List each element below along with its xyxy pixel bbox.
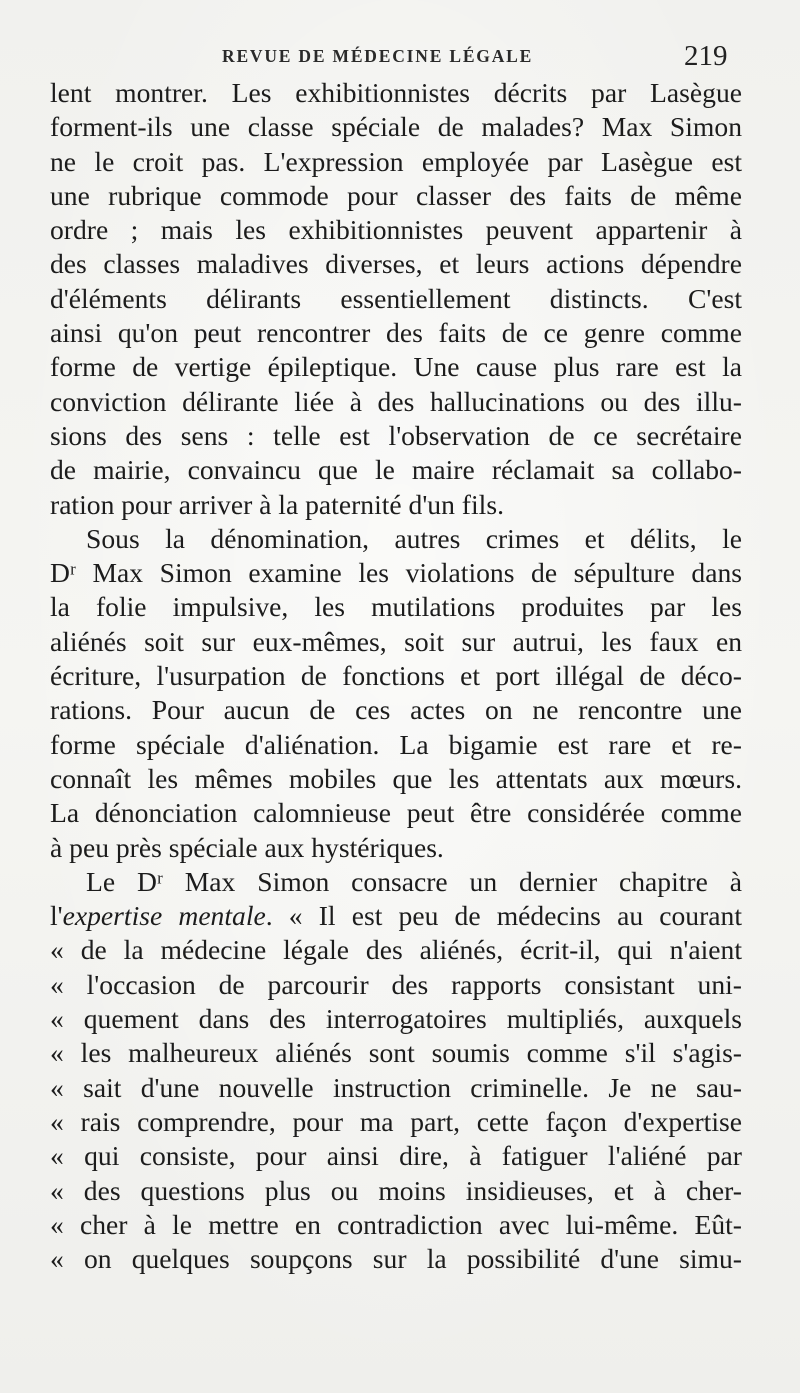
text-line: forme de vertige épileptique. Une cause plus rare est la xyxy=(50,351,742,383)
text-line: Le Dʳ Max Simon consacre un dernier chapitre à xyxy=(86,865,742,897)
text-line: « quement dans des interrogatoires multipliés, auxquels xyxy=(50,1003,742,1035)
running-title: REVUE DE MÉDECINE LÉGALE xyxy=(222,46,534,66)
italic-phrase: expertise mentale xyxy=(62,900,266,932)
text-line: l'expertise mentale. « Il est peu de médecins au courant xyxy=(50,900,742,932)
text-line: des classes maladives diverses, et leurs actions dépendre xyxy=(50,248,742,280)
text-line: « l'occasion de parcourir des rapports consistant uni- xyxy=(50,968,742,1000)
text-line: « les malheureux aliénés sont soumis comme s'il s'agis- xyxy=(50,1037,742,1069)
text-line: ration pour arriver à la paternité d'un fils. xyxy=(50,488,504,520)
page-header xyxy=(0,40,800,74)
text-line: « sait d'une nouvelle instruction criminelle. Je ne sau- xyxy=(50,1071,742,1103)
text-line: ne le croit pas. L'expression employée par Lasègue est xyxy=(50,145,742,177)
body-text xyxy=(50,76,742,1276)
text-line: « rais comprendre, pour ma part, cette façon d'expertise xyxy=(50,1105,742,1137)
text-line: « on quelques soupçons sur la possibilité d'une simu- xyxy=(50,1243,742,1275)
text-line: rations. Pour aucun de ces actes on ne rencontre une xyxy=(50,694,742,726)
text-line: écriture, l'usurpation de fonctions et port illégal de déco- xyxy=(50,660,742,692)
text-line: aliénés soit sur eux-mêmes, soit sur autrui, les faux en xyxy=(50,625,742,657)
text-line: « qui consiste, pour ainsi dire, à fatiguer l'aliéné par xyxy=(50,1140,742,1172)
text-line: lent montrer. Les exhibitionnistes décrits par Lasègue xyxy=(50,77,742,108)
text-line: conviction délirante liée à des hallucinations ou des illu- xyxy=(50,385,742,417)
text-line: connaît les mêmes mobiles que les attentats aux mœurs. xyxy=(50,762,742,794)
text-line: ainsi qu'on peut rencontrer des faits de ce genre comme xyxy=(50,317,742,349)
text-line: Sous la dénomination, autres crimes et délits, le xyxy=(86,522,742,554)
text-line: à peu près spéciale aux hystériques. xyxy=(50,831,444,863)
text-line: forme spéciale d'aliénation. La bigamie est rare et re- xyxy=(50,728,742,760)
text-line: Dʳ Max Simon examine les violations de sépulture dans xyxy=(50,557,742,589)
text-line: de mairie, convaincu que le maire réclamait sa collabo- xyxy=(50,454,742,486)
text-line: « des questions plus ou moins insidieuses, et à cher- xyxy=(50,1174,742,1206)
text-line: « de la médecine légale des aliénés, écrit-il, qui n'aient xyxy=(50,934,742,966)
text-line: ordre ; mais les exhibitionnistes peuvent appartenir à xyxy=(50,214,742,246)
text-line: La dénonciation calomnieuse peut être considérée comme xyxy=(50,797,742,829)
text-line: sions des sens : telle est l'observation de ce secrétaire xyxy=(50,419,742,451)
text-line: forment-ils une classe spéciale de malades? Max Simon xyxy=(50,111,742,143)
page-number: 219 xyxy=(684,40,728,72)
text-line: d'éléments délirants essentiellement distincts. C'est xyxy=(50,282,742,314)
text-line: une rubrique commode pour classer des faits de même xyxy=(50,179,742,211)
text-line: « cher à le mettre en contradiction avec lui-même. Eût- xyxy=(50,1208,742,1240)
text-line: la folie impulsive, les mutilations produites par les xyxy=(50,591,742,623)
